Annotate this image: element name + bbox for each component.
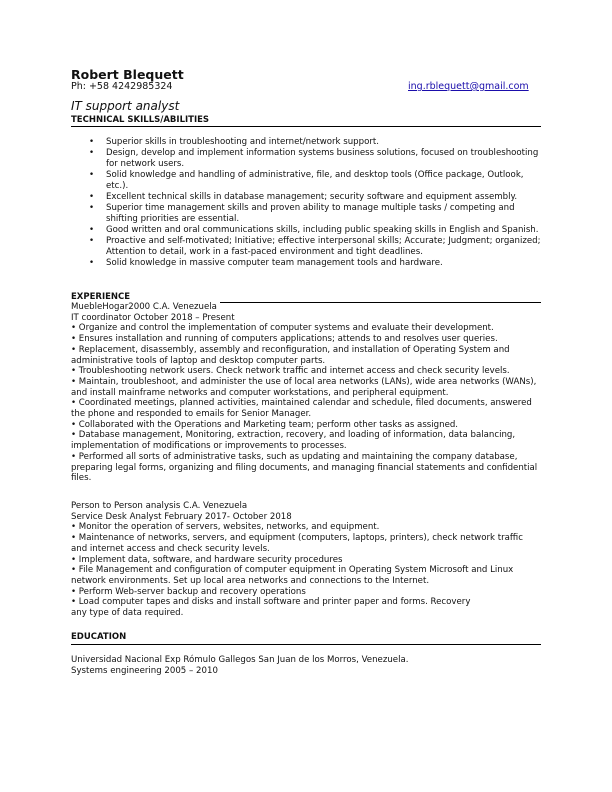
email-link[interactable]: ing.rblequett@gmail.com	[408, 81, 529, 92]
duty-item: • Monitor the operation of servers, websites, networks, and equipment.	[71, 522, 380, 533]
skills-heading: TECHNICAL SKILLS/ABILITIES	[71, 115, 210, 125]
skill-item: • Solid knowledge and handling of administrative, file, and desktop tools (Office package, Outlook, etc.).	[71, 170, 541, 192]
position-title: Service Desk Analyst February 2017- October 2018	[71, 511, 292, 522]
skill-item: • Good written and oral communications skills, including public speaking skills in English and Spanish.	[71, 225, 541, 236]
duty-item: any type of data required.	[71, 608, 184, 619]
position-title: IT coordinator October 2018 – Present	[71, 312, 235, 323]
duty-item: • Load computer tapes and disks and install software and printer paper and forms. Recovery	[71, 597, 471, 608]
duty-item: • Troubleshooting network users. Check network traffic and internet access and check security levels.	[71, 366, 510, 377]
duty-item: • Database management, Monitoring, extraction, recovery, and loading of information, data balancing, implementation of modifications or improvements to processes.	[71, 430, 516, 452]
company-name: MuebleHogar2000 C.A.	[71, 302, 171, 312]
duty-item: • Performed all sorts of administrative tasks, such as updating and maintaining the company database, preparing legal forms, organizing and filing documents, and managing financial statements and confidential files.	[71, 451, 538, 484]
skill-item: • Proactive and self-motivated; Initiative; effective interpersonal skills; Accurate; Judgment; organized; Attention to detail, work in a fast-paced environment and tight deadlines.	[71, 236, 541, 258]
duty-item: • Perform Web-server backup and recovery operations	[71, 586, 306, 597]
degree-line: Systems engineering 2005 – 2010	[71, 665, 218, 676]
duty-item: • Organize and control the implementation of computer systems and evaluate their development.	[71, 323, 494, 334]
duty-item: • Replacement, disassembly, assembly and reconfiguration, and installation of Operating System and administrative tools of laptop and desktop computer parts.	[71, 344, 510, 366]
education-heading: EDUCATION	[71, 632, 127, 642]
duty-item: • Coordinated meetings, planned activities, maintained calendar and schedule, filed documents, answered the phone and responded to emails for Senior Manager.	[71, 398, 532, 420]
education-entry	[71, 655, 541, 676]
duty-item: • Maintenance of networks, servers, and equipment (computers, laptops, printers), check network traffic and internet access and check security levels.	[71, 533, 523, 554]
job-entry-muebleHogar	[71, 302, 541, 484]
skill-item: • Excellent technical skills in database management; security software and equipment assembly.	[71, 192, 541, 203]
company-location: Venezuela	[203, 501, 248, 511]
skill-item: • Design, develop and implement information systems business solutions, focused on troubleshooting for network users.	[71, 148, 541, 170]
duty-item: • Ensures installation and running of computers applications; attends to and resolves user queries.	[71, 334, 498, 345]
school-name: Universidad Nacional Exp Rómulo Gallegos San Juan de los Morros, Venezuela.	[71, 655, 409, 665]
job-title: IT support analyst	[71, 99, 180, 113]
skill-item: • Solid knowledge in massive computer team management tools and hardware.	[71, 258, 541, 269]
duty-item: • Maintain, troubleshoot, and administer the use of local area networks (LANs), wide area networks (WANs), and install mainframe networks and computer workstations, and peripheral equipment.	[71, 376, 537, 398]
duty-item: • Implement data, software, and hardware security procedures	[71, 554, 343, 565]
company-line	[71, 302, 541, 313]
skills-divider	[71, 126, 541, 127]
candidate-name: Robert Blequett	[71, 67, 184, 82]
duty-item: • File Management and configuration of computer equipment in Operating System Microsoft and Linux network environments. Set up local area networks and connections to the Internet.	[71, 565, 514, 586]
phone-number: Ph: +58 4242985324	[71, 81, 173, 92]
skill-item: • Superior time management skills and proven ability to manage multiple tasks / competing and shifting priorities are essential.	[71, 203, 541, 225]
skill-item: • Superior skills in troubleshooting and internet/network support.	[71, 137, 541, 148]
skills-list	[71, 137, 541, 269]
company-line	[71, 501, 541, 512]
experience-heading: EXPERIENCE	[71, 292, 131, 302]
company-location: Venezuela	[172, 302, 217, 312]
duty-item: • Collaborated with the Operations and Marketing team; perform other tasks as assigned.	[71, 419, 459, 430]
education-divider	[71, 644, 541, 645]
job-entry-person-to-person	[71, 501, 541, 619]
company-name: Person to Person analysis C.A.	[71, 501, 201, 511]
